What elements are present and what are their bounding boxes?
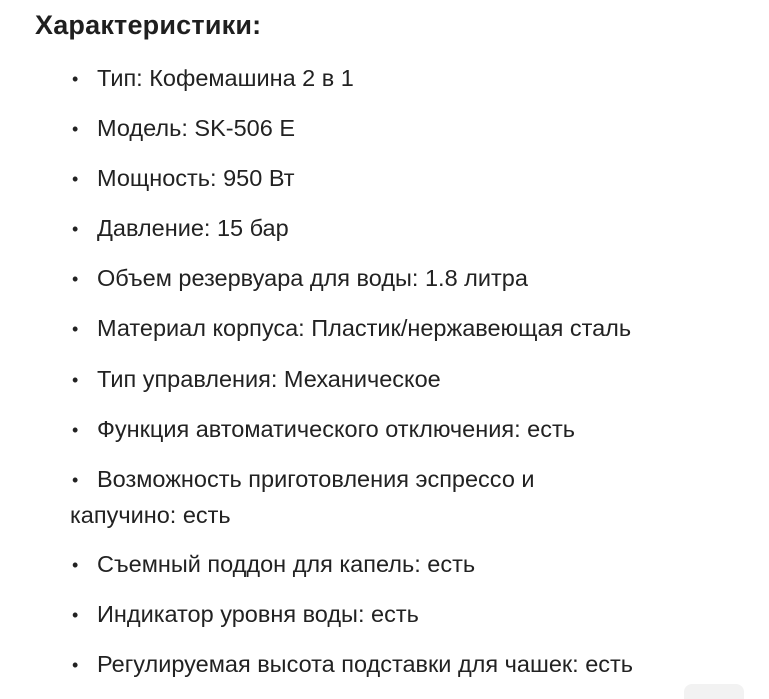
spec-text: Возможность приготовления эспрессо и капучино: есть xyxy=(70,466,535,528)
spec-item-body-material xyxy=(70,311,730,347)
bullet-icon: • xyxy=(72,319,79,339)
spec-item-model xyxy=(70,111,730,147)
bullet-icon: • xyxy=(72,169,79,189)
bullet-icon: • xyxy=(72,605,79,625)
bullet-icon: • xyxy=(72,655,79,675)
spec-text: Регулируемая высота подставки для чашек: есть xyxy=(97,651,634,677)
partial-overlay-badge xyxy=(684,684,744,699)
spec-item-power xyxy=(70,161,730,197)
spec-item-drip-tray xyxy=(70,547,730,583)
spec-item-espresso-cappuccino xyxy=(70,462,610,533)
spec-text: Объем резервуара для воды: 1.8 литра xyxy=(97,265,528,291)
spec-text: Тип управления: Механическое xyxy=(97,366,441,392)
spec-text: Модель: SK-506 E xyxy=(97,115,295,141)
section-title: Характеристики: xyxy=(35,10,262,40)
spec-text: Функция автоматического отключения: есть xyxy=(97,416,575,442)
spec-text: Индикатор уровня воды: есть xyxy=(97,601,419,627)
spec-item-control-type xyxy=(70,362,730,398)
bullet-icon: • xyxy=(72,119,79,139)
spec-item-auto-off xyxy=(70,412,730,448)
spec-text: Тип: Кофемашина 2 в 1 xyxy=(97,65,354,91)
spec-text: Материал корпуса: Пластик/нержавеющая сталь xyxy=(97,315,632,341)
bullet-icon: • xyxy=(72,555,79,575)
spec-item-type xyxy=(70,61,730,97)
spec-item-water-tank xyxy=(70,261,730,297)
spec-text: Мощность: 950 Вт xyxy=(97,165,295,191)
bullet-icon: • xyxy=(72,219,79,239)
spec-item-pressure xyxy=(70,211,730,247)
bullet-icon: • xyxy=(72,370,79,390)
bullet-icon: • xyxy=(72,420,79,440)
bullet-icon: • xyxy=(72,269,79,289)
spec-text: Съемный поддон для капель: есть xyxy=(97,551,476,577)
bullet-icon: • xyxy=(72,69,79,89)
spec-text: Давление: 15 бар xyxy=(97,215,289,241)
spec-item-cup-height xyxy=(70,647,730,683)
spec-item-water-indicator xyxy=(70,597,730,633)
bullet-icon: • xyxy=(72,470,79,490)
